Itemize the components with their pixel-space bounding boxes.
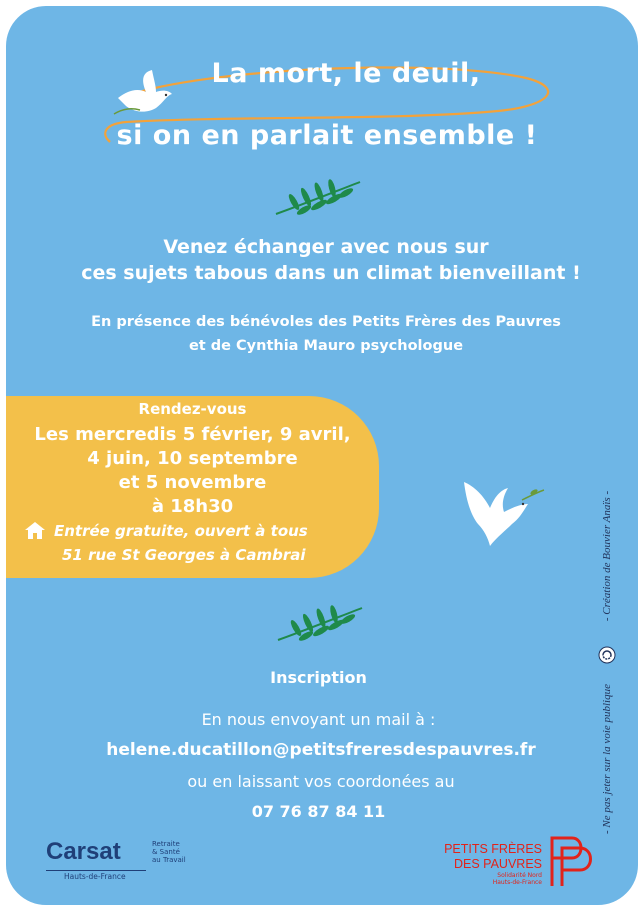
- leaf-icon: [276, 604, 364, 644]
- home-icon: [24, 520, 46, 540]
- recycle-icon: [598, 646, 616, 664]
- leaf-icon: [274, 178, 362, 218]
- carsat-region: Hauts-de-France: [64, 872, 126, 881]
- dove-icon: [454, 468, 546, 548]
- carsat-logo: [46, 838, 216, 888]
- rendezvous-panel: [6, 396, 379, 578]
- address: 51 rue St Georges à Cambrai: [62, 546, 306, 564]
- rendezvous-dates-1: Les mercredis 5 février, 9 avril,: [34, 424, 351, 445]
- pfp-line-2: DES PAUVRES: [454, 857, 542, 871]
- pfp-mark-icon: [548, 834, 596, 888]
- entry-info: Entrée gratuite, ouvert à tous: [54, 522, 308, 540]
- rendezvous-heading: Rendez-vous: [138, 400, 247, 418]
- presence-line-1: En présence des bénévoles des Petits Frères des Pauvres: [91, 314, 561, 330]
- pfp-logo: [412, 832, 602, 894]
- carsat-tagline-1: Retraite: [152, 840, 180, 848]
- phone-number[interactable]: 07 76 87 84 11: [251, 802, 386, 821]
- carsat-tagline-2: & Santé: [152, 848, 180, 856]
- pfp-sub-2: Hauts-de-France: [492, 879, 542, 886]
- pfp-line-1: PETITS FRÈRES: [444, 842, 542, 856]
- phone-intro: ou en laissant vos coordonées au: [187, 772, 455, 791]
- rendezvous-time: à 18h30: [151, 496, 234, 517]
- intro-line-1: Venez échanger avec nous sur: [163, 236, 489, 258]
- rendezvous-dates-2: 4 juin, 10 septembre: [87, 448, 298, 469]
- carsat-divider: [46, 870, 146, 871]
- credit-note: - Création de Bouvier Anaïs -: [601, 490, 613, 622]
- title-line-2: si on en parlait ensemble !: [116, 120, 538, 151]
- intro-line-2: ces sujets tabous dans un climat bienveillant !: [81, 262, 581, 284]
- mail-intro: En nous envoyant un mail à :: [201, 710, 436, 729]
- carsat-name: Carsat: [46, 838, 121, 865]
- flyer-card: [6, 6, 638, 905]
- carsat-tagline-3: au Travail: [152, 856, 186, 864]
- pfp-sub-1: Solidarité Nord: [497, 872, 542, 879]
- inscription-heading: Inscription: [270, 668, 367, 687]
- rendezvous-dates-3: et 5 novembre: [118, 472, 267, 493]
- disposal-note: - Ne pas jeter sur la voie publique: [601, 683, 613, 834]
- presence-line-2: et de Cynthia Mauro psychologue: [188, 338, 464, 354]
- email-link[interactable]: helene.ducatillon@petitsfreresdespauvres.fr: [106, 740, 536, 760]
- title-line-1: La mort, le deuil,: [211, 58, 481, 89]
